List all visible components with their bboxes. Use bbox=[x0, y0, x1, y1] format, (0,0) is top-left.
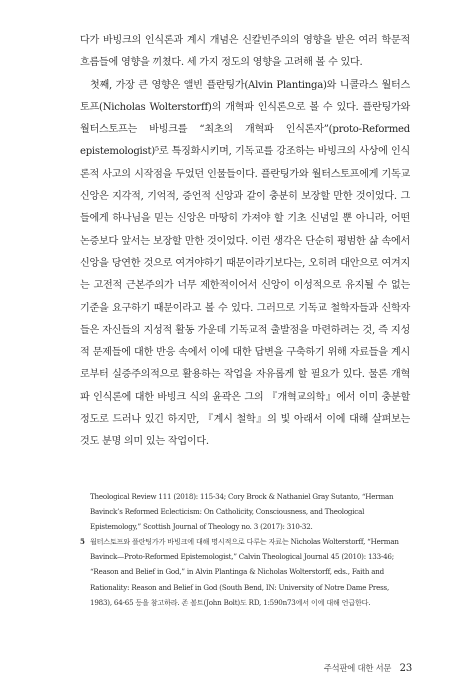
footnotes bbox=[80, 489, 410, 610]
footnote-continuation: Theological Review 111 (2018): 115-34; Cory Brock & Nathaniel Gray Sutanto, “Herman Bavinck’s Reformed Eclecticism: On Catholicity, Consciousness, and Theological Epistemology,” Scottish Journal of Theology no. 3 (2017): 310-32. bbox=[90, 492, 394, 532]
footnote-number: 5 bbox=[80, 537, 85, 547]
running-title: 주석판에 대한 서문 bbox=[323, 663, 392, 673]
page-number: 23 bbox=[399, 663, 412, 674]
footnote-5-text: 월터스토프와 플란팅가가 바빙크에 대해 명시적으로 다루는 자료는 Nicholas Wolterstorff, “Herman Bavinck—Proto-Reformed Epistemologist,” Calvin Theological Journal 45 (2010): 133-46; “Reason and Belief in God,” in Alvin Plantinga & Nicholas Wolterstorff, eds., Faith and Rationality: Reason and Belief in God (South Bend, IN: University of Notre Dame Press, 1983), 64-65 등을 참고하라. 존 볼트(John Bolt)도 RD, 1:590n73에서 이에 대해 언급한다. bbox=[90, 537, 399, 607]
footnote-5 bbox=[80, 534, 410, 609]
paragraph-continued: 다가 바빙크의 인식론과 계시 개념은 신칼빈주의의 영향을 받은 여러 학문적 흐름들에 영향을 끼쳤다. 세 가지 정도의 영향을 고려해 볼 수 있다. bbox=[80, 35, 410, 69]
body-text bbox=[80, 30, 410, 454]
page-footer bbox=[324, 662, 412, 674]
paragraph-first-influence: 첫째, 가장 큰 영향은 앨빈 플란팅가(Alvin Plantinga)와 니콜라스 월터스토프(Nicholas Wolterstorff)의 개혁파 인식론으로 볼 수 있다. 플란팅가와 월터스토프는 바빙크를 “최초의 개혁파 인식론자”(proto-Reformed epistemologist)⁵로 특징화시키며, 기독교를 강조하는 바빙크의 사상에 인식론적 사고의 시작점을 두었던 인물들이다. 플란팅가와 월터스토프에게 기독교 신앙은 지각적, 기억적, 증언적 신앙과 같이 충분히 보장할 만한 것이었다. 그들에게 하나님을 믿는 신앙은 마땅히 가져야 할 기초 신념일 뿐 아니라, 어떤 논증보다 앞서는 보장할 만한 것이었다. 이런 생각은 단순히 평범한 삶 속에서 신앙을 당연한 것으로 여겨야하기 때문이라기보다는, 오히려 대안으로 여겨지는 고전적 근본주의가 너무 제한적이어서 신앙이 이성적으로 유지될 수 없는 기준을 요구하기 때문이라고 볼 수 있다. 그러므로 기독교 철학자들과 신학자들은 자신들의 지성적 활동 가운데 기독교적 출발점을 마련하려는 것, 즉 지성적 문제들에 대한 반응 속에서 이에 대한 답변을 구축하기 위해 자료들을 계시로부터 실증주의적으로 활용하는 작업을 자유롭게 할 필요가 있다. 물론 개혁파 인식론에 대한 바빙크 식의 윤곽은 그의 『개혁교의학』에서 이미 충분할 정도로 드러나 있긴 하지만, 『계시 철학』의 빛 아래서 이에 대해 살펴보는 것도 분명 의미 있는 작업이다. bbox=[80, 79, 410, 448]
